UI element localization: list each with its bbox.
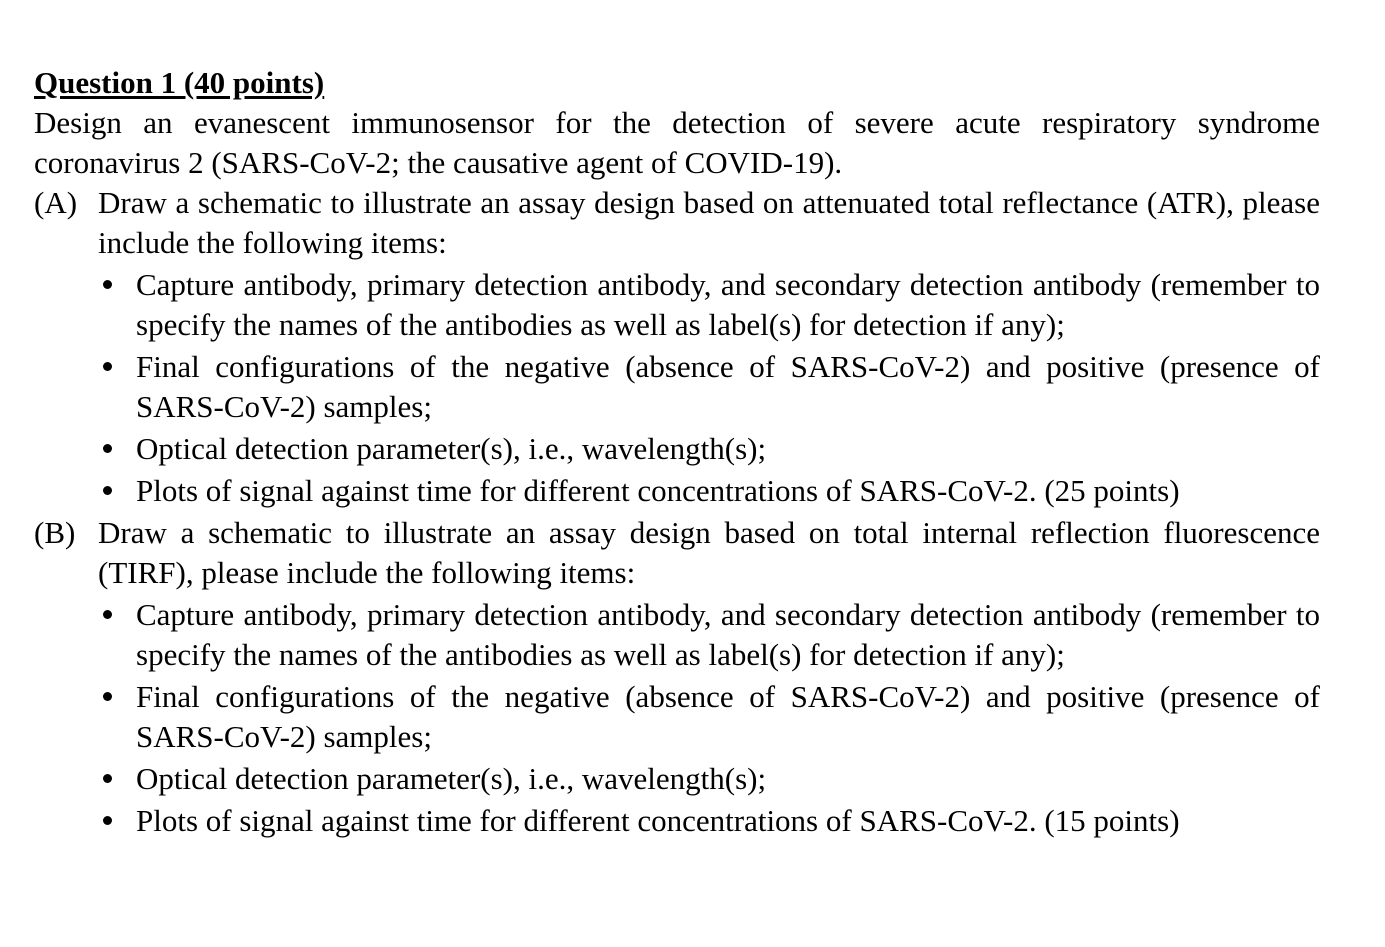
list-item xyxy=(136,677,1320,757)
part-b xyxy=(34,513,1320,841)
bullet-icon xyxy=(103,774,112,783)
list-item-text: Final configurations of the negative (absence of SARS-CoV-2) and positive (presence of SARS-CoV-2) samples; xyxy=(136,679,1320,754)
bullet-icon xyxy=(103,610,112,619)
list-item-text: Capture antibody, primary detection antibody, and secondary detection antibody (remember to specify the names of the antibodies as well as label(s) for detection if any); xyxy=(136,267,1320,342)
list-item-text: Final configurations of the negative (absence of SARS-CoV-2) and positive (presence of SARS-CoV-2) samples; xyxy=(136,349,1320,424)
bullet-icon xyxy=(103,486,112,495)
list-item-text: Plots of signal against time for different concentrations of SARS-CoV-2. (25 points) xyxy=(136,473,1180,508)
list-item-text: Plots of signal against time for different concentrations of SARS-CoV-2. (15 points) xyxy=(136,803,1180,838)
list-item xyxy=(136,429,1320,469)
list-item-text: Optical detection parameter(s), i.e., wavelength(s); xyxy=(136,761,767,796)
part-a xyxy=(34,183,1320,511)
list-item-text: Optical detection parameter(s), i.e., wavelength(s); xyxy=(136,431,767,466)
bullet-icon xyxy=(103,816,112,825)
part-a-item-list xyxy=(98,265,1320,511)
list-item xyxy=(136,759,1320,799)
list-item xyxy=(136,801,1320,841)
bullet-icon xyxy=(103,280,112,289)
bullet-icon xyxy=(103,362,112,371)
question-title: Question 1 (40 points) xyxy=(34,65,325,100)
part-a-text: Draw a schematic to illustrate an assay design based on attenuated total reflectance (ATR), please include the following items: xyxy=(98,185,1320,260)
question-intro: Design an evanescent immunosensor for the detection of severe acute respiratory syndrome coronavirus 2 (SARS-CoV-2; the causative agent of COVID-19). xyxy=(34,105,1320,180)
part-b-label: (B) xyxy=(34,515,76,550)
bullet-icon xyxy=(103,692,112,701)
list-item-text: Capture antibody, primary detection antibody, and secondary detection antibody (remember to specify the names of the antibodies as well as label(s) for detection if any); xyxy=(136,597,1320,672)
part-a-label: (A) xyxy=(34,185,78,220)
list-item xyxy=(136,265,1320,345)
list-item xyxy=(136,471,1320,511)
bullet-icon xyxy=(103,444,112,453)
part-b-text: Draw a schematic to illustrate an assay design based on total internal reflection fluorescence (TIRF), please include the following items: xyxy=(98,515,1320,590)
question-document xyxy=(34,63,1320,843)
part-b-item-list xyxy=(98,595,1320,841)
list-item xyxy=(136,595,1320,675)
list-item xyxy=(136,347,1320,427)
